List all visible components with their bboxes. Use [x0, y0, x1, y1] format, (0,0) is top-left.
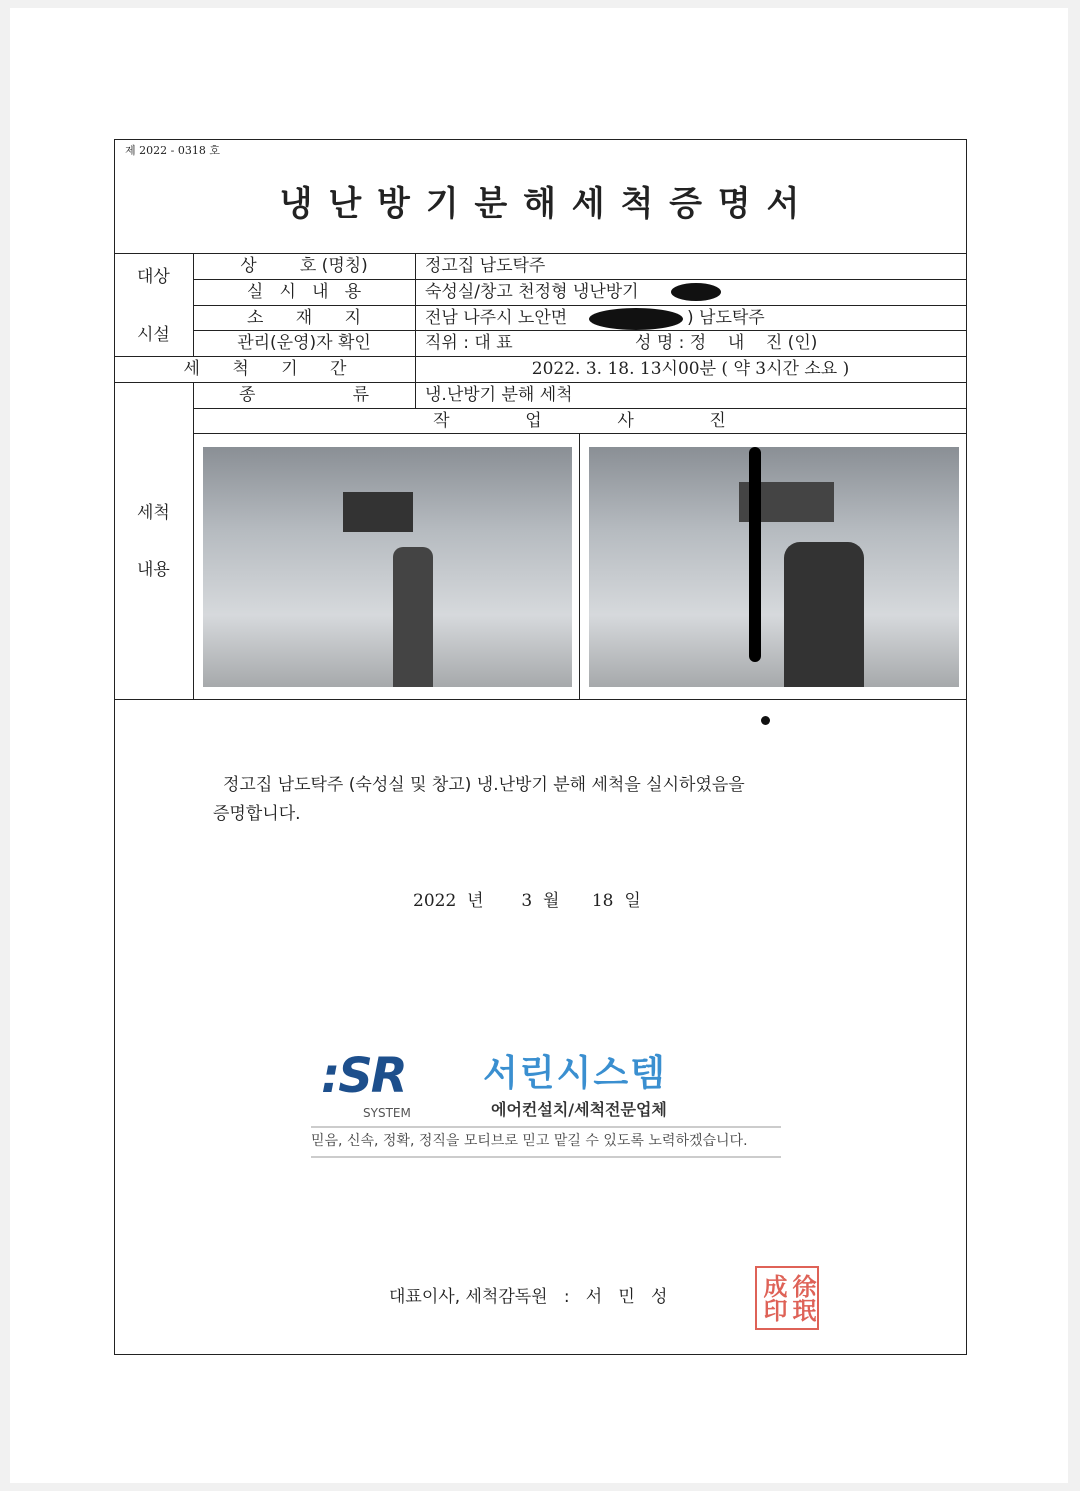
redaction-mark — [671, 283, 721, 301]
label-work-content: 실 시 내 용 — [246, 282, 362, 302]
label-location: 소 재 지 — [246, 308, 362, 328]
date-year: 2022 — [413, 891, 457, 911]
value-business-name: 정고집 남도탁주 — [425, 256, 546, 276]
label-business-name: 상 호 (명칭) — [240, 256, 368, 276]
value-type: 냉.난방기 분해 세척 — [425, 385, 573, 405]
date-day-unit: 일 — [624, 891, 641, 911]
company-seal: 徐珉成印 — [755, 1266, 819, 1330]
page-title: 냉 난 방 기 분 해 세 척 증 명 서 — [279, 184, 802, 224]
statement-line-1: 정고집 남도탁주 (숙성실 및 창고) 냉.난방기 분해 세척을 실시하였음을 — [223, 775, 745, 795]
facility-group-label: 시설 — [137, 325, 170, 345]
logo-tagline: 에어컨설치/세척전문업체 — [491, 1100, 667, 1119]
facility-group-label: 대상 — [137, 267, 170, 287]
label-manager: 관리(운영)자 확인 — [237, 333, 371, 353]
logo-sub: SYSTEM — [363, 1106, 411, 1120]
cleaning-group-label: 내용 — [137, 560, 170, 580]
logo-motto: 믿음, 신속, 정확, 정직을 모티브로 믿고 맡길 수 있도록 노력하겠습니다. — [311, 1133, 748, 1149]
date-month-unit: 월 — [542, 891, 560, 911]
cleaning-group-label: 세척 — [137, 503, 170, 523]
work-photo-2 — [589, 447, 959, 687]
value-location-suffix: ) 남도탁주 — [687, 308, 765, 328]
logo-mark: :SR — [321, 1048, 406, 1104]
work-photo-1 — [203, 447, 572, 687]
label-type: 종 류 — [238, 385, 370, 405]
signature-line: 대표이사, 세척감독원 : 서 민 성 — [389, 1287, 668, 1307]
date-year-unit: 년 — [467, 891, 484, 911]
company-logo — [311, 1048, 781, 1164]
certificate-document — [114, 139, 967, 1355]
label-work-photos: 작 업 사 진 — [433, 411, 726, 431]
value-manager-position: 직위 : 대 표 — [425, 333, 513, 353]
value-work-content: 숙성실/창고 천정형 냉난방기 — [425, 282, 639, 302]
value-location: 전남 나주시 노안면 — [425, 308, 568, 328]
redaction-mark — [589, 308, 683, 330]
issue-date — [413, 886, 641, 911]
document-number: 제 2022 - 0318 호 — [125, 144, 220, 157]
value-period: 2022. 3. 18. 13시00분 ( 약 3시간 소요 ) — [531, 359, 850, 379]
redaction-mark — [749, 447, 761, 662]
label-period: 세 척 기 간 — [183, 359, 347, 379]
value-manager-name: 성 명 : 정 내 진 (인) — [635, 333, 818, 353]
date-month: 3 — [521, 891, 533, 911]
logo-company-name: 서린시스템 — [483, 1053, 667, 1094]
statement-line-2: 증명합니다. — [213, 804, 301, 824]
date-day: 18 — [591, 891, 614, 911]
